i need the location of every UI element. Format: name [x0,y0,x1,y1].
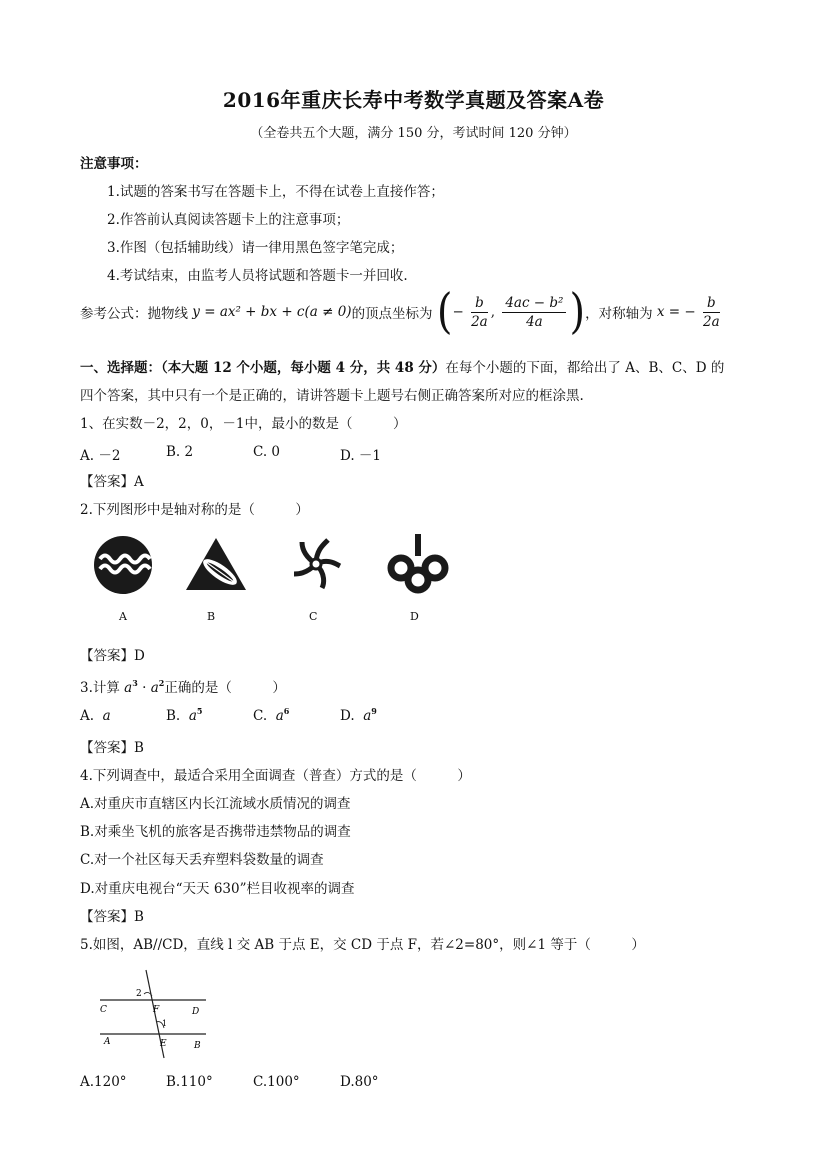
page-subtitle: （全卷共五个大题，满分 150 分，考试时间 120 分钟） [250,126,577,141]
q3-option-a: A. a [80,708,111,724]
section-heading: 一、选择题：（本大题 12 个小题，每小题 4 分，共 48 分）在每个小题的下面，都给出了 A、B、C、D 的 [80,360,725,376]
q1-option-a: A. －2 [80,448,121,464]
label-d: D [192,1007,200,1017]
question-5-stem: 5.如图，AB//CD，直线 l 交 AB 于点 E，交 CD 于点 F，若∠2=80°，则∠1 等于（ ） [80,937,645,953]
q4-option-a: A.对重庆市直辖区内长江流域水质情况的调查 [80,796,351,812]
q2-label-d: D [410,610,419,623]
note-item: 3.作图（包括辅助线）请一律用黑色签字笔完成； [107,240,404,256]
formula-prefix: 参考公式：抛物线 [80,306,188,322]
notes-heading: 注意事项： [80,156,148,172]
q1-answer: 【答案】A [80,474,144,490]
q2-label-a: A [119,610,127,623]
q5-option-b: B.110° [166,1074,213,1090]
q1-option-d: D. －1 [340,448,382,464]
reference-formula: 参考公式：抛物线 y = ax² + bx + c(a ≠ 0)的顶点坐标为 (− $\frac{b}{2a}$ , $\frac{\text{4ac − b²}}{4a}$ )，对称轴为 x = − $\frac{b}{2a}$ [80,284,720,340]
left-paren: ( [436,284,453,340]
q2-answer: 【答案】D [80,648,145,664]
note-item: 1.试题的答案书写在答题卡上，不得在试卷上直接作答； [107,184,444,200]
axis-text: ，对称轴为 [585,306,653,322]
label-f: F [153,1005,160,1015]
question-2-stem: 2.下列图形中是轴对称的是（ ） [80,502,309,518]
q1-option-c: C. 0 [253,444,281,460]
vertex-x-fraction: $\frac{b}{2a}$ [471,294,488,330]
q5-option-c: C.100° [253,1074,300,1090]
q3-option-d: D. $a^9$ [340,706,377,724]
pinwheel-flower-icon [286,534,346,594]
right-paren: ) [569,284,586,340]
label-c: C [100,1005,107,1015]
section-instructions: 四个答案，其中只有一个是正确的，请讲答题卡上题号右侧正确答案所对应的框涂黑. [80,388,584,404]
q2-label-c: C [309,610,318,623]
q4-option-d: D.对重庆电视台“天天 630”栏目收视率的调查 [80,881,355,897]
label-angle-2: 2 [136,989,142,999]
q1-option-b: B. 2 [166,444,194,460]
q5-option-d: D.80° [340,1074,379,1090]
vertex-text: 的顶点坐标为 [351,306,433,322]
axis-equation: x = − [656,304,696,320]
axis-fraction: $\frac{b}{2a}$ [703,294,720,330]
question-4-stem: 4.下列调查中，最适合采用全面调查（普查）方式的是（ ） [80,768,471,784]
label-e: E [160,1039,167,1049]
label-b: B [194,1041,201,1051]
q3-option-b: B. $a^5$ [166,706,203,724]
q3-answer: 【答案】B [80,740,144,756]
note-item: 4.考试结束，由监考人员将试题和答题卡一并回收. [107,268,408,284]
triangle-leaf-icon [184,536,248,592]
q2-label-b: B [207,610,216,623]
three-rings-icon [386,532,450,594]
label-a: A [104,1037,111,1047]
label-angle-1: 1 [162,1019,168,1028]
q4-option-b: B.对乘坐飞机的旅客是否携带违禁物品的调查 [80,824,351,840]
parabola-equation: y = ax² + bx + c(a ≠ 0) [192,304,352,320]
wave-circle-icon [92,534,154,596]
note-item: 2.作答前认真阅读答题卡上的注意事项； [107,212,350,228]
q4-option-c: C.对一个社区每天丢弃塑料袋数量的调查 [80,852,324,868]
q5-option-a: A.120° [80,1074,127,1090]
q4-answer: 【答案】B [80,909,144,925]
parallel-lines-diagram [96,966,216,1062]
question-3-stem: 3.计算 $a^3 \cdot a^2$正确的是（ ） [80,678,286,696]
question-1-stem: 1、在实数－2，2，0，－1中，最小的数是（ ） [80,416,407,432]
vertex-y-fraction: $\frac{\text{4ac − b²}}{4a}$ [502,295,566,330]
page-title: 2016年重庆长寿中考数学真题及答案A卷 [222,88,605,112]
q3-option-c: C. $a^6$ [253,706,290,724]
